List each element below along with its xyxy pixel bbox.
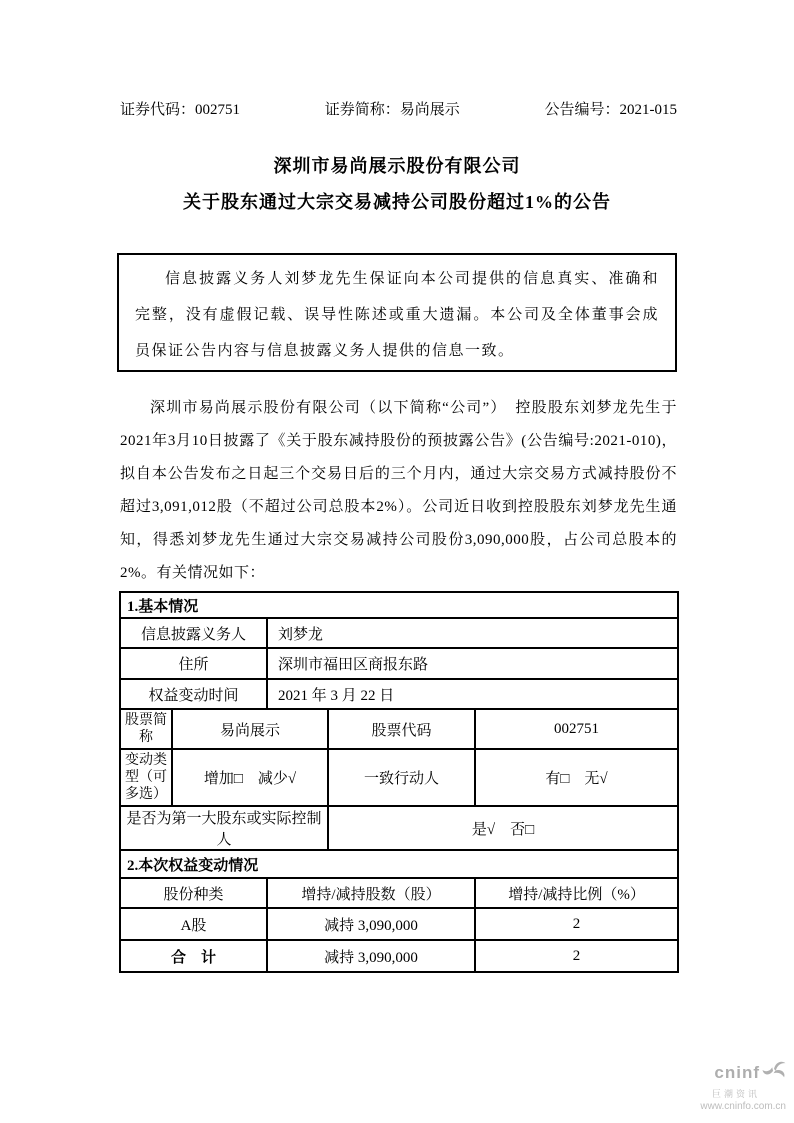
concert-party-label: 一致行动人 (328, 749, 475, 806)
table-row-section2 (120, 850, 678, 878)
stock-short-value: 易尚展示 (172, 709, 328, 749)
header-stock-name: 证券简称：易尚展示 (324, 102, 460, 118)
change-date-value: 2021 年 3 月 22 日 (267, 679, 678, 709)
change-date-label: 权益变动时间 (120, 679, 267, 709)
address-value: 深圳市福田区商报东路 (267, 648, 678, 679)
total-shares: 减持 3,090,000 (267, 940, 475, 972)
table-row-change-type (120, 749, 678, 806)
disclaimer-box (117, 253, 677, 372)
cninfo-caption: 巨潮资讯 (711, 1089, 760, 1099)
largest-holder-value: 是√ 否□ (328, 806, 678, 850)
table-row-section1 (120, 592, 678, 618)
col-header-ratio: 增持/减持比例（%） (475, 878, 678, 908)
page-title-subject: 关于股东通过大宗交易减持公司股份超过1%的公告 (183, 192, 611, 212)
total-ratio: 2 (475, 940, 678, 972)
table-row-stock (120, 709, 678, 749)
stock-short-label: 股票简称 (120, 709, 172, 749)
concert-party-value: 有□ 无√ (475, 749, 678, 806)
cninfo-watermark (700, 1059, 786, 1112)
largest-holder-label: 是否为第一大股东或实际控制人 (120, 806, 328, 850)
a-share-shares: 减持 3,090,000 (267, 908, 475, 940)
page-title-company: 深圳市易尚展示股份有限公司 (273, 156, 521, 176)
cninfo-logo (700, 1059, 786, 1086)
cninfo-logo-text: cninf (714, 1062, 760, 1082)
table-row-largest-holder (120, 806, 678, 850)
table-row-total (120, 940, 678, 972)
header-announcement-no: 公告编号：2021-015 (544, 102, 677, 118)
a-share-type: A股 (120, 908, 267, 940)
a-share-ratio: 2 (475, 908, 678, 940)
change-type-label: 变动类型（可多选） (120, 749, 172, 806)
equity-change-table (119, 591, 679, 973)
change-type-value: 增加□ 减少√ (172, 749, 328, 806)
address-label: 住所 (120, 648, 267, 679)
body-paragraph: 深圳市易尚展示股份有限公司（以下简称“公司”） 控股股东刘梦龙先生于2021年3月10日披露了《关于股东减持股份的预披露公告》(公告编号:2021-010)，拟自本公告发布之日起三个交易日后的三个月内，通过大宗交易方式减持股份不超过3,091,012股（不超过公司总股本2%）。公司近日收到控股股东刘梦龙先生通知，得悉刘梦龙先生通过大宗交易减持公司股份3,090,000股，占公司总股本的2%。有关情况如下： (120, 400, 677, 581)
total-type: 合 计 (120, 940, 267, 972)
cninfo-url: www.cninfo.com.cn (700, 1101, 786, 1112)
stock-code-label: 股票代码 (328, 709, 475, 749)
discloser-value: 刘梦龙 (267, 618, 678, 648)
col-header-share-type: 股份种类 (120, 878, 267, 908)
table-row-address (120, 648, 678, 679)
table-row-a-share (120, 908, 678, 940)
section2-title: 2.本次权益变动情况 (120, 850, 678, 878)
table-row-headers (120, 878, 678, 908)
disclaimer-text: 信息披露义务人刘梦龙先生保证向本公司提供的信息真实、准确和完整，没有虚假记载、误导性陈述或重大遗漏。本公司及全体董事会成员保证公告内容与信息披露义务人提供的信息一致。 (135, 271, 659, 359)
header-stock-code: 证券代码：002751 (120, 102, 241, 118)
cninfo-swirl-icon (762, 1059, 786, 1086)
col-header-shares: 增持/减持股数（股） (267, 878, 475, 908)
table-row-discloser (120, 618, 678, 648)
table-row-change-date (120, 679, 678, 709)
discloser-label: 信息披露义务人 (120, 618, 267, 648)
document-header (120, 98, 677, 119)
stock-code-value: 002751 (475, 709, 678, 749)
section1-title: 1.基本情况 (120, 592, 678, 618)
